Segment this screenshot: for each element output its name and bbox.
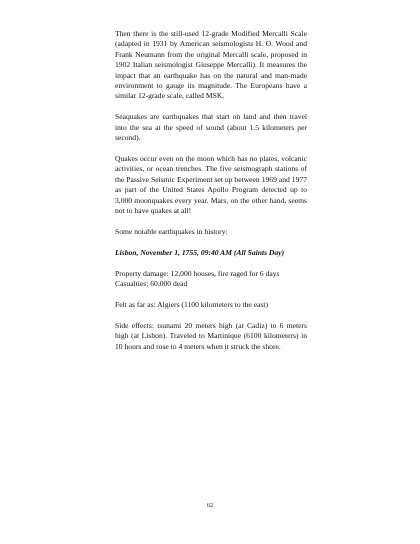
page-body bbox=[115, 29, 307, 363]
damage-line: Property damage: 12,000 houses, fire raged for 6 days bbox=[115, 268, 280, 278]
page-number: 62 bbox=[206, 502, 214, 509]
paragraph-mercalli-scale: Then there is the still-used 12-grade Modified Mercalli Scale (adapted in 1931 by American seismologists H. O. Wood and Frank Neumann from the original Mercalli scale, proposed in 1902 Italian seismologist Giuseppe Mercalli). It measures the impact that an earthquake has on the natural and man-made environment to gauge its magnitude. The Europeans have a similar 12-grade scale, called MSK. bbox=[115, 29, 307, 101]
paragraph-seaquakes: Seaquakes are earthquakes that start on land and then travel into the sea at the speed of sound (about 1.5 kilometers per second). bbox=[115, 112, 307, 143]
paragraph-damage bbox=[115, 269, 307, 290]
paragraph-moonquakes: Quakes occur even on the moon which has no plates, volcanic activities, or ocean trenches. The five seismograph stations of the Passive Seismic Experiment set up between 1969 and 1977 as part of the United States Apollo Program detected up to 3,000 moonquakes every year. Mars, on the other hand, seems not to have quakes at all! bbox=[115, 154, 307, 216]
casualties-line: Casualties: 60,000 dead bbox=[115, 279, 188, 289]
paragraph-felt-as-far-as: Felt as far as: Algiers (1100 kilometers to the east) bbox=[115, 300, 269, 310]
section-heading-lisbon: Lisbon, November 1, 1755, 09:40 AM (All Saints Day) bbox=[115, 247, 285, 257]
paragraph-notable-earthquakes: Some notable earthquakes in history: bbox=[115, 227, 228, 236]
paragraph-side-effects: Side effects: tsunami 20 meters high (at Cadiz) to 6 meters high (at Lisbon). Traveled to Martinique (6100 kilometers) in 10 hours and rose to 4 meters when it struck the shore. bbox=[115, 321, 307, 351]
